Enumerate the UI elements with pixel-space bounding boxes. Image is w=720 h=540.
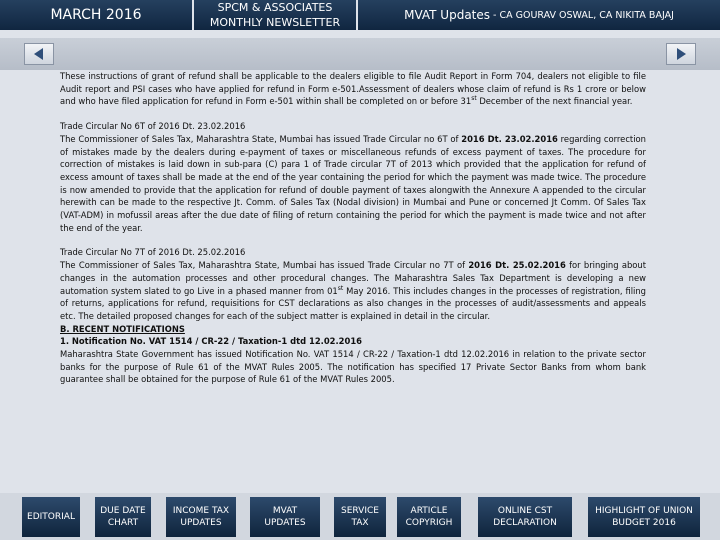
footer-nav: [0, 493, 720, 540]
footer-online-cst-declaration-button[interactable]: ONLINE CST DECLARATION: [478, 497, 572, 537]
trade-circular-7t-text: The Commissioner of Sales Tax, Maharashtra State, Mumbai has issued Trade Circular no 7T of 2016 Dt. 25.02.2016 for bringing about changes in the automation processes and other procedural changes. The Maharashtra Sales Tax Department is developing a new automation system slated to go Live in a phased manner from 01st May 2016. This includes changes in the processes of registration, filing of returns, applications for refund, requisitions for CST declarations as also changes in the processes of audit/assessments and appeals etc. The detailed proposed changes for each of the subject matter is explained in detail in the circular.: [60, 260, 646, 321]
newsletter-month: MARCH 2016: [0, 0, 192, 30]
right-triangle-icon: [677, 48, 686, 60]
section-title-main: MVAT Updates: [404, 8, 491, 22]
footer-income-tax-updates-button[interactable]: INCOME TAX UPDATES: [166, 497, 236, 537]
refund-instructions-paragraph: These instructions of grant of refund shall be applicable to the dealers eligible to file Audit Report in Form 704, dealers not eligible to file Audit report and PSI cases who have applied for refund in Form e-501.Assessment of dealers whose claim of refund is Rs 1 crore or below and who have filed application for refund in Form e-501 within shall be completed on or before 31st December of the next financial year.: [60, 71, 646, 107]
footer-service-tax-button[interactable]: SERVICE TAX: [334, 497, 386, 537]
left-triangle-icon: [34, 48, 43, 60]
previous-page-button[interactable]: [24, 43, 54, 65]
footer-mvat-updates-button[interactable]: MVAT UPDATES: [250, 497, 320, 537]
footer-editorial-button[interactable]: EDITORIAL: [22, 497, 80, 537]
next-page-button[interactable]: [666, 43, 696, 65]
section-authors: - CA GOURAV OSWAL, CA NIKITA BAJAJ: [493, 9, 674, 21]
firm-name: [194, 0, 356, 30]
trade-circular-7t-heading: Trade Circular No 7T of 2016 Dt. 25.02.2016: [60, 247, 246, 258]
trade-circular-6t-heading: Trade Circular No 6T of 2016 Dt. 23.02.2016: [60, 121, 246, 132]
page-nav-bar: [0, 38, 720, 70]
article-content: [60, 70, 646, 386]
footer-due-date-chart-button[interactable]: DUE DATE CHART: [95, 497, 151, 537]
notification-text: Maharashtra State Government has issued Notification No. VAT 1514 / CR-22 / Taxation-1 dtd 12.02.2016 in relation to the private sector banks for the purpose of Rule 61 of the MVAT Rules 2005. The notification has specified 17 Private Sector Banks from whom bank guarantee shall be obtained for the purpose of Rule 61 of the MVAT Rules 2005.: [60, 349, 646, 385]
firm-name-line2: MONTHLY NEWSLETTER: [209, 16, 341, 29]
trade-circular-6t-text: The Commissioner of Sales Tax, Maharashtra State, Mumbai has issued Trade Circular no 6T of 2016 Dt. 23.02.2016 regarding correction of mistakes made by the dealers during e-payment of taxes or miscellaneous refunds of excess payment of taxes. The procedure for correction of mistakes is laid down in sub-para (C) para 1 of Trade circular 7T of 2013 which provided that the application for refund of excess amount of taxes shall be made at the end of the year containing the period for which the payment was made twice. The procedure is now amended to provide that the application for refund of double payment of taxes alongwith the Annexure A appended to the circular herewith can be made to the respective Jt. Comm. of Sales Tax (Nodal division) in Mumbai and Pune or concerned Jt Comm. Of Sales Tax (VAT-ADM) in mofussil areas after the due date of filing of return containing the period for which the payment is made twice and not after the end of the year.: [60, 133, 646, 233]
recent-notifications-heading: B. RECENT NOTIFICATIONS: [60, 323, 185, 334]
footer-article-copyright-button[interactable]: ARTICLE COPYRIGH: [397, 497, 461, 537]
firm-name-line1: SPCM & ASSOCIATES: [217, 1, 333, 14]
footer-union-budget-button[interactable]: HIGHLIGHT OF UNION BUDGET 2016: [588, 497, 700, 537]
section-title: [358, 0, 720, 30]
notification-heading: 1. Notification No. VAT 1514 / CR-22 / Taxation-1 dtd 12.02.2016: [60, 336, 362, 347]
